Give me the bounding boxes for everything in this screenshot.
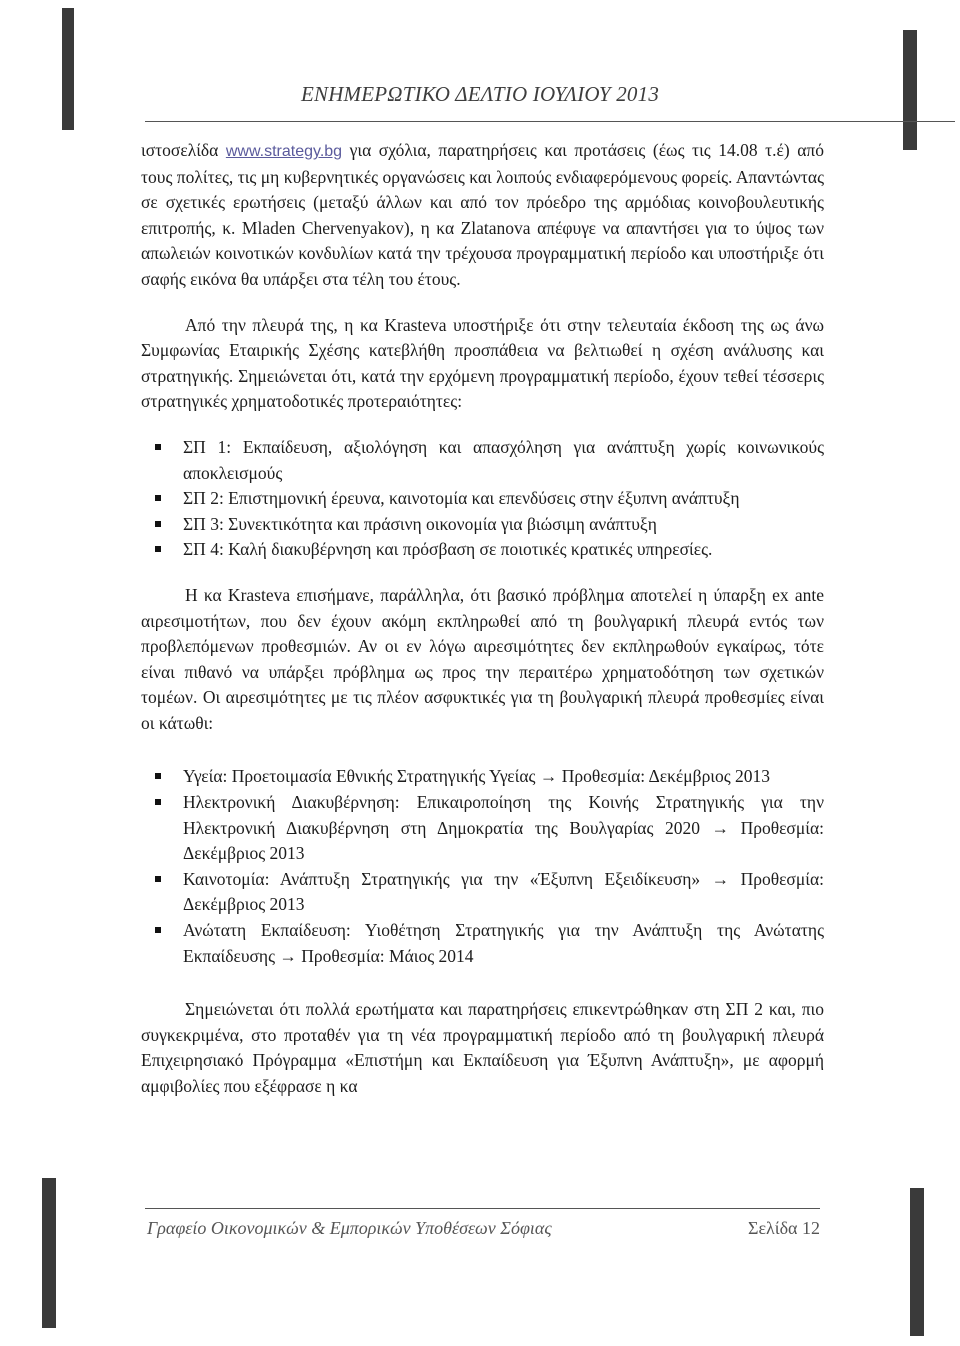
scan-edge-bottom-left	[42, 1178, 56, 1328]
list-item: ΣΠ 1: Εκπαίδευση, αξιολόγηση και απασχόληση για ανάπτυξη χωρίς κοινωνικούς αποκλεισμούς	[183, 435, 824, 486]
list-item: ΣΠ 3: Συνεκτικότητα και πράσινη οικονομία για βιώσιμη ανάπτυξη	[183, 512, 824, 538]
header-divider	[145, 121, 955, 122]
scan-edge-bottom-right	[910, 1188, 924, 1336]
footer-divider	[145, 1208, 820, 1209]
paragraph-1-lead: ιστοσελίδα	[141, 140, 219, 160]
list-item: Καινοτομία: Ανάπτυξη Στρατηγικής για την «Έξυπνη Εξειδίκευση» → Προθεσμία: Δεκέμβριος 2013	[183, 867, 824, 918]
list-item: Υγεία: Προετοιμασία Εθνικής Στρατηγικής Υγείας → Προθεσμία: Δεκέμβριος 2013	[183, 764, 824, 790]
list-item: ΣΠ 4: Καλή διακυβέρνηση και πρόσβαση σε ποιοτικές κρατικές υπηρεσίες.	[183, 537, 824, 563]
strategy-link[interactable]: www.strategy.bg	[225, 143, 343, 160]
footer-office: Γραφείο Οικονομικών & Εμπορικών Υποθέσεων Σόφιας	[147, 1218, 552, 1238]
page-header: ΕΝΗΜΕΡΩΤΙΚΟ ΔΕΛΤΙΟ ΙΟΥΛΙΟΥ 2013	[300, 82, 660, 106]
list-item: Ηλεκτρονική Διακυβέρνηση: Επικαιροποίηση της Κοινής Στρατηγικής για την Ηλεκτρονική Διακυβέρνηση στη Δημοκρατία της Βουλγαρίας 2020 → Προθεσμία: Δεκέμβριος 2013	[183, 790, 824, 867]
conditionalities-list	[141, 764, 824, 969]
document-body	[141, 138, 824, 1100]
scan-edge-top-left	[62, 8, 74, 130]
paragraph-4: Σημειώνεται ότι πολλά ερωτήματα και παρατηρήσεις επικεντρώθηκαν στη ΣΠ 2 και, πιο συγκεκριμένα, στο προταθέν για τη νέα προγραμματική περίοδο από τη βουλγαρική πλευρά Επιχειρησιακό Πρόγραμμα «Επιστήμη και Εκπαίδευση για Έξυπνη Ανάπτυξη», με αφορμή αμφιβολίες που εξέφρασε η κα	[141, 999, 824, 1096]
paragraph-1	[141, 138, 824, 293]
priorities-list	[141, 435, 824, 563]
paragraph-3: Η κα Krasteva επισήμανε, παράλληλα, ότι βασικό πρόβλημα αποτελεί η ύπαρξη ex ante αιρεσιμοτήτων, που δεν έχουν ακόμη εκπληρωθεί από τη βουλγαρική πλευρά εντός των προβλεπόμενων προθεσμιών. Αν οι εν λόγω αιρεσιμότητες δεν εκπληρωθούν εγκαίρως, τότε είναι πιθανό να υπάρξει πρόβλημα ως προς την περαιτέρω χρηματοδότηση των σχετικών τομέων. Οι αιρεσιμότητες με τις πλέον ασφυκτικές για τη βουλγαρική πλευρά προθεσμίες είναι οι κάτωθι:	[141, 584, 824, 733]
page-number: Σελίδα 12	[747, 1218, 820, 1238]
list-item: Ανώτατη Εκπαίδευση: Υιοθέτηση Στρατηγικής για την Ανάπτυξη της Ανώτατης Εκπαίδευσης → Προθεσμία: Μάιος 2014	[183, 918, 824, 969]
paragraph-1-text: για σχόλια, παρατηρήσεις και προτάσεις (έως τις 14.08 τ.έ) από τους πολίτες, τις μη κυβερνητικές οργανώσεις και λοιπούς ενδιαφερόμενους φορείς. Απαντώντας σε σχετικές ερωτήσεις (μεταξύ άλλων και από τον πρόεδρο της αρμόδιας κοινοβουλευτικής επιτροπής, κ. Mladen Chervenyakov), η κα Zlatanova απέφυγε να απαντήσει για το ύψος των απωλειών κοινοτικών κονδυλίων κατά την τρέχουσα προγραμματική περίοδο και υποστήριξε ότι σαφής εικόνα θα υπάρξει στα τέλη του έτους.	[141, 140, 825, 289]
paragraph-2: Από την πλευρά της, η κα Krasteva υποστήριξε ότι στην τελευταία έκδοση της ως άνω Συμφωνίας Εταιρικής Σχέσης κατεβλήθη προσπάθεια να βελτιωθεί η σχέση ανάλυσης και στρατηγικής. Σημειώνεται ότι, κατά την ερχόμενη προγραμματική περίοδο, έχουν τεθεί τέσσερις στρατηγικές χρηματοδοτικές προτεραιότητες:	[141, 314, 824, 412]
list-item: ΣΠ 2: Επιστημονική έρευνα, καινοτομία και επενδύσεις στην έξυπνη ανάπτυξη	[183, 486, 824, 512]
